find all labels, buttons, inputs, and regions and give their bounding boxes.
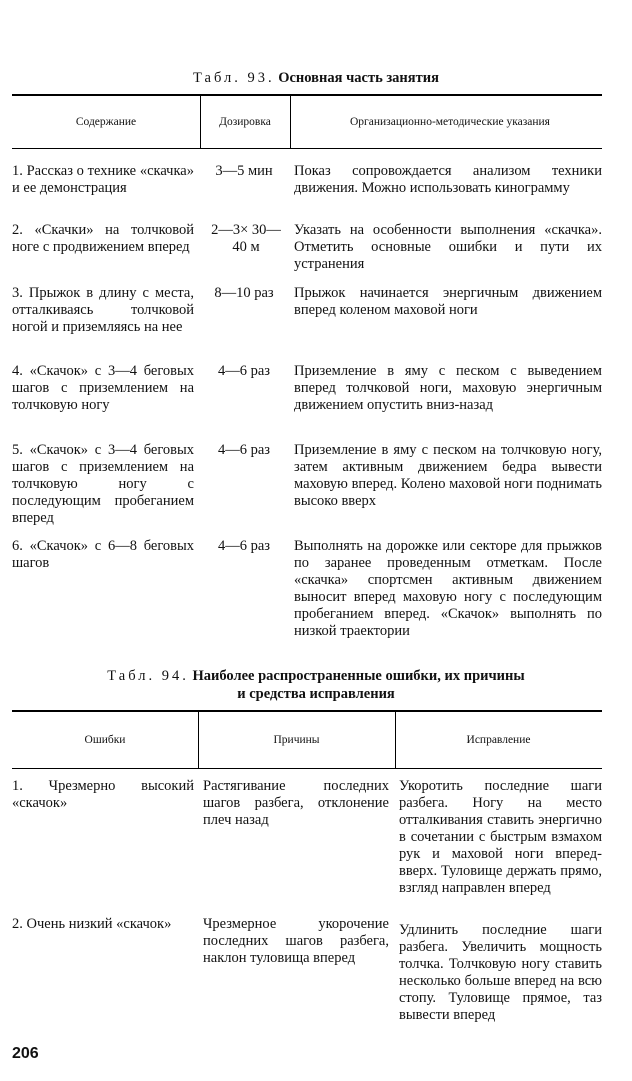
table94-header-rule xyxy=(12,768,602,769)
table93-row1-dose: 3—5 мин xyxy=(215,163,273,179)
table94-header-fix: Исправление xyxy=(466,734,531,746)
table94-row1-error: 1. Чрезмерно высокий «скачок» xyxy=(12,778,194,811)
table93-caption-title: Основная часть занятия xyxy=(278,70,439,86)
table94-caption-prefix: Табл. 94. xyxy=(107,668,189,684)
table94-row2-fix: Удлинить последние шаги разбега. Увеличить мощность толчка. Толчковую ногу ставить несколько больше вперед на всю стопу. Туловище прямое, таз вывести вперед xyxy=(399,922,602,1023)
table93-row4-content: 4. «Скачок» с 3—4 беговых шагов с приземлением на толчковую ногу xyxy=(12,363,194,413)
table93-caption xyxy=(0,70,632,87)
table93-row5-notes: Приземление в яму с песком на толчковую ногу, затем активным движением бедра вывести маховую вперед. Колено маховой ноги поднимать высоко вверх xyxy=(294,442,602,509)
table94-row2-error: 2. Очень низкий «скачок» xyxy=(12,916,172,932)
table93-top-rule xyxy=(12,94,602,96)
table94-top-rule xyxy=(12,710,602,712)
table94-header-causes: Причины xyxy=(273,734,320,746)
table93-row2-notes: Указать на особенности выполнения «скачка». Отметить основные ошибки и пути их устранения xyxy=(294,222,602,272)
table93-row6-content: 6. «Скачок» с 6—8 беговых шагов xyxy=(12,538,194,571)
table94-caption-second-line xyxy=(0,686,632,703)
table93-row1-content: 1. Рассказ о технике «скачка» и ее демонстрация xyxy=(12,163,194,196)
table94-header-errors: Ошибки xyxy=(84,734,126,746)
table93-row6-notes: Выполнять на дорожке или секторе для прыжков по заранее проведенным отметкам. После «скачка» спортсмен активным движением выносит вперед маховую ногу с последующим пробеганием вперед. «Скачок» выполнять по низкой траектории xyxy=(294,538,602,639)
table94-caption-line1: Наиболее распространенные ошибки, их причины xyxy=(192,668,525,684)
table93-row2-dose: 2—3× 30—40 м xyxy=(211,222,281,255)
table93-row3-content: 3. Прыжок в длину с места, отталкиваясь толчковой ногой и приземляясь на нее xyxy=(12,285,194,335)
table93-row2-content: 2. «Скачки» на толчковой ноге с продвижением вперед xyxy=(12,222,194,255)
page-number: 206 xyxy=(12,1045,39,1062)
table94-row1-cause: Растягивание последних шагов разбега, отклонение плеч назад xyxy=(203,778,389,828)
table93-row4-notes: Приземление в яму с песком с выведением вперед толчковой ноги, маховую энергичным движением опустить вниз-назад xyxy=(294,363,602,413)
table93-row3-dose: 8—10 раз xyxy=(214,285,274,301)
table93-caption-prefix: Табл. 93. xyxy=(193,70,275,86)
table93-header-notes: Организационно-методическиe указания xyxy=(350,116,550,128)
table93-row1-notes: Показ сопровождается анализом техники движения. Можно использовать кинограмму xyxy=(294,163,602,196)
table93-row5-dose: 4—6 раз xyxy=(217,442,271,458)
table94-caption xyxy=(0,668,632,685)
table93-row6-dose: 4—6 раз xyxy=(217,538,271,554)
table93-header-rule xyxy=(12,148,602,149)
table93-col-divider-2 xyxy=(290,96,291,148)
table93-header-content: Содержание xyxy=(75,116,137,128)
table94-row2-cause: Чрезмерное укорочение последних шагов разбега, наклон туловища вперед xyxy=(203,916,389,966)
table93-header-dose: Дозировка xyxy=(219,116,271,128)
table93-row5-content: 5. «Скачок» с 3—4 беговых шагов с приземлением на толчковую ногу с последующим пробеганием вперед xyxy=(12,442,194,526)
table94-caption-line2: и средства исправления xyxy=(237,686,395,702)
table94-row1-fix: Укоротить последние шаги разбега. Ногу на место отталкивания ставить энергично в сочетании с быстрым взмахом рук и маховой ноги вперед-вверх. Туловище держать прямо, взгляд направлен вперед xyxy=(399,778,602,896)
table93-row4-dose: 4—6 раз xyxy=(217,363,271,379)
table93-row3-notes: Прыжок начинается энергичным движением вперед коленом маховой ноги xyxy=(294,285,602,318)
